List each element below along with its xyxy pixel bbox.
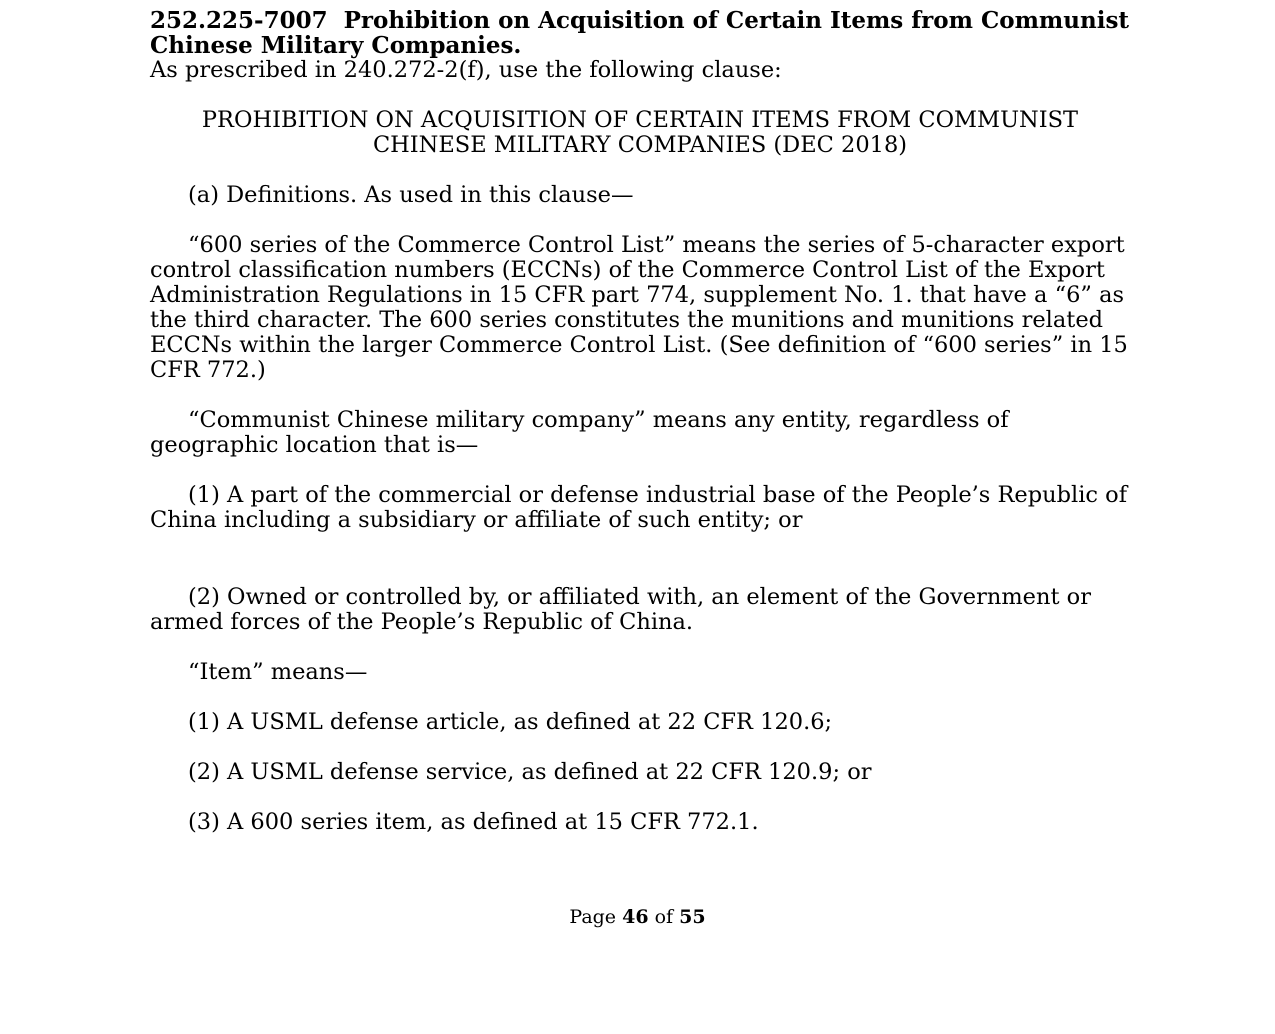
item-list-item-3: (3) A 600 series item, as defined at 15 CFR 772.1. <box>188 809 759 835</box>
document-page <box>150 8 1130 835</box>
page-footer <box>0 905 1275 930</box>
of-word: of <box>654 906 674 928</box>
clause-title-line-1: PROHIBITION ON ACQUISITION OF CERTAIN ITEMS FROM COMMUNIST <box>201 107 1079 133</box>
page-total: 55 <box>679 906 706 928</box>
clause-title-line-2: CHINESE MILITARY COMPANIES (DEC 2018) <box>372 132 908 158</box>
page-current: 46 <box>622 906 649 928</box>
definition-communist-chinese-military-company: “Communist Chinese military company” means any entity, regardless of geographic location that is— <box>150 407 1009 458</box>
ccmc-list-item-1: (1) A part of the commercial or defense industrial base of the People’s Republic of China including a subsidiary or affiliate of such entity; or <box>150 482 1128 533</box>
clause-title <box>150 108 1130 158</box>
page-word: Page <box>569 906 617 928</box>
clause-heading-title: Prohibition on Acquisition of Certain Items from Communist Chinese Military Companies. <box>150 7 1130 59</box>
clause-number: 252.225-7007 <box>150 7 328 34</box>
paragraph-a-definitions: (a) Definitions. As used in this clause— <box>188 182 634 208</box>
clause-heading <box>150 8 1130 58</box>
item-list-item-2: (2) A USML defense service, as defined at 22 CFR 120.9; or <box>188 759 872 785</box>
definition-600-series: “600 series of the Commerce Control List” means the series of 5-character export control classification numbers (ECCNs) of the Commerce Control List of the Export Administration Regulations in 15 CFR part 774, supplement No. 1. that have a “6” as the third character. The 600 series constitutes the munitions and munitions related ECCNs within the larger Commerce Control List. (See definition of “600 series” in 15 CFR 772.) <box>150 232 1128 383</box>
prescription-text: As prescribed in 240.272-2(f), use the following clause: <box>150 57 782 83</box>
ccmc-list-item-2: (2) Owned or controlled by, or affiliated with, an element of the Government or armed forces of the People’s Republic of China. <box>150 584 1091 635</box>
definition-item: “Item” means— <box>188 659 368 685</box>
item-list-item-1: (1) A USML defense article, as defined at 22 CFR 120.6; <box>188 709 833 735</box>
